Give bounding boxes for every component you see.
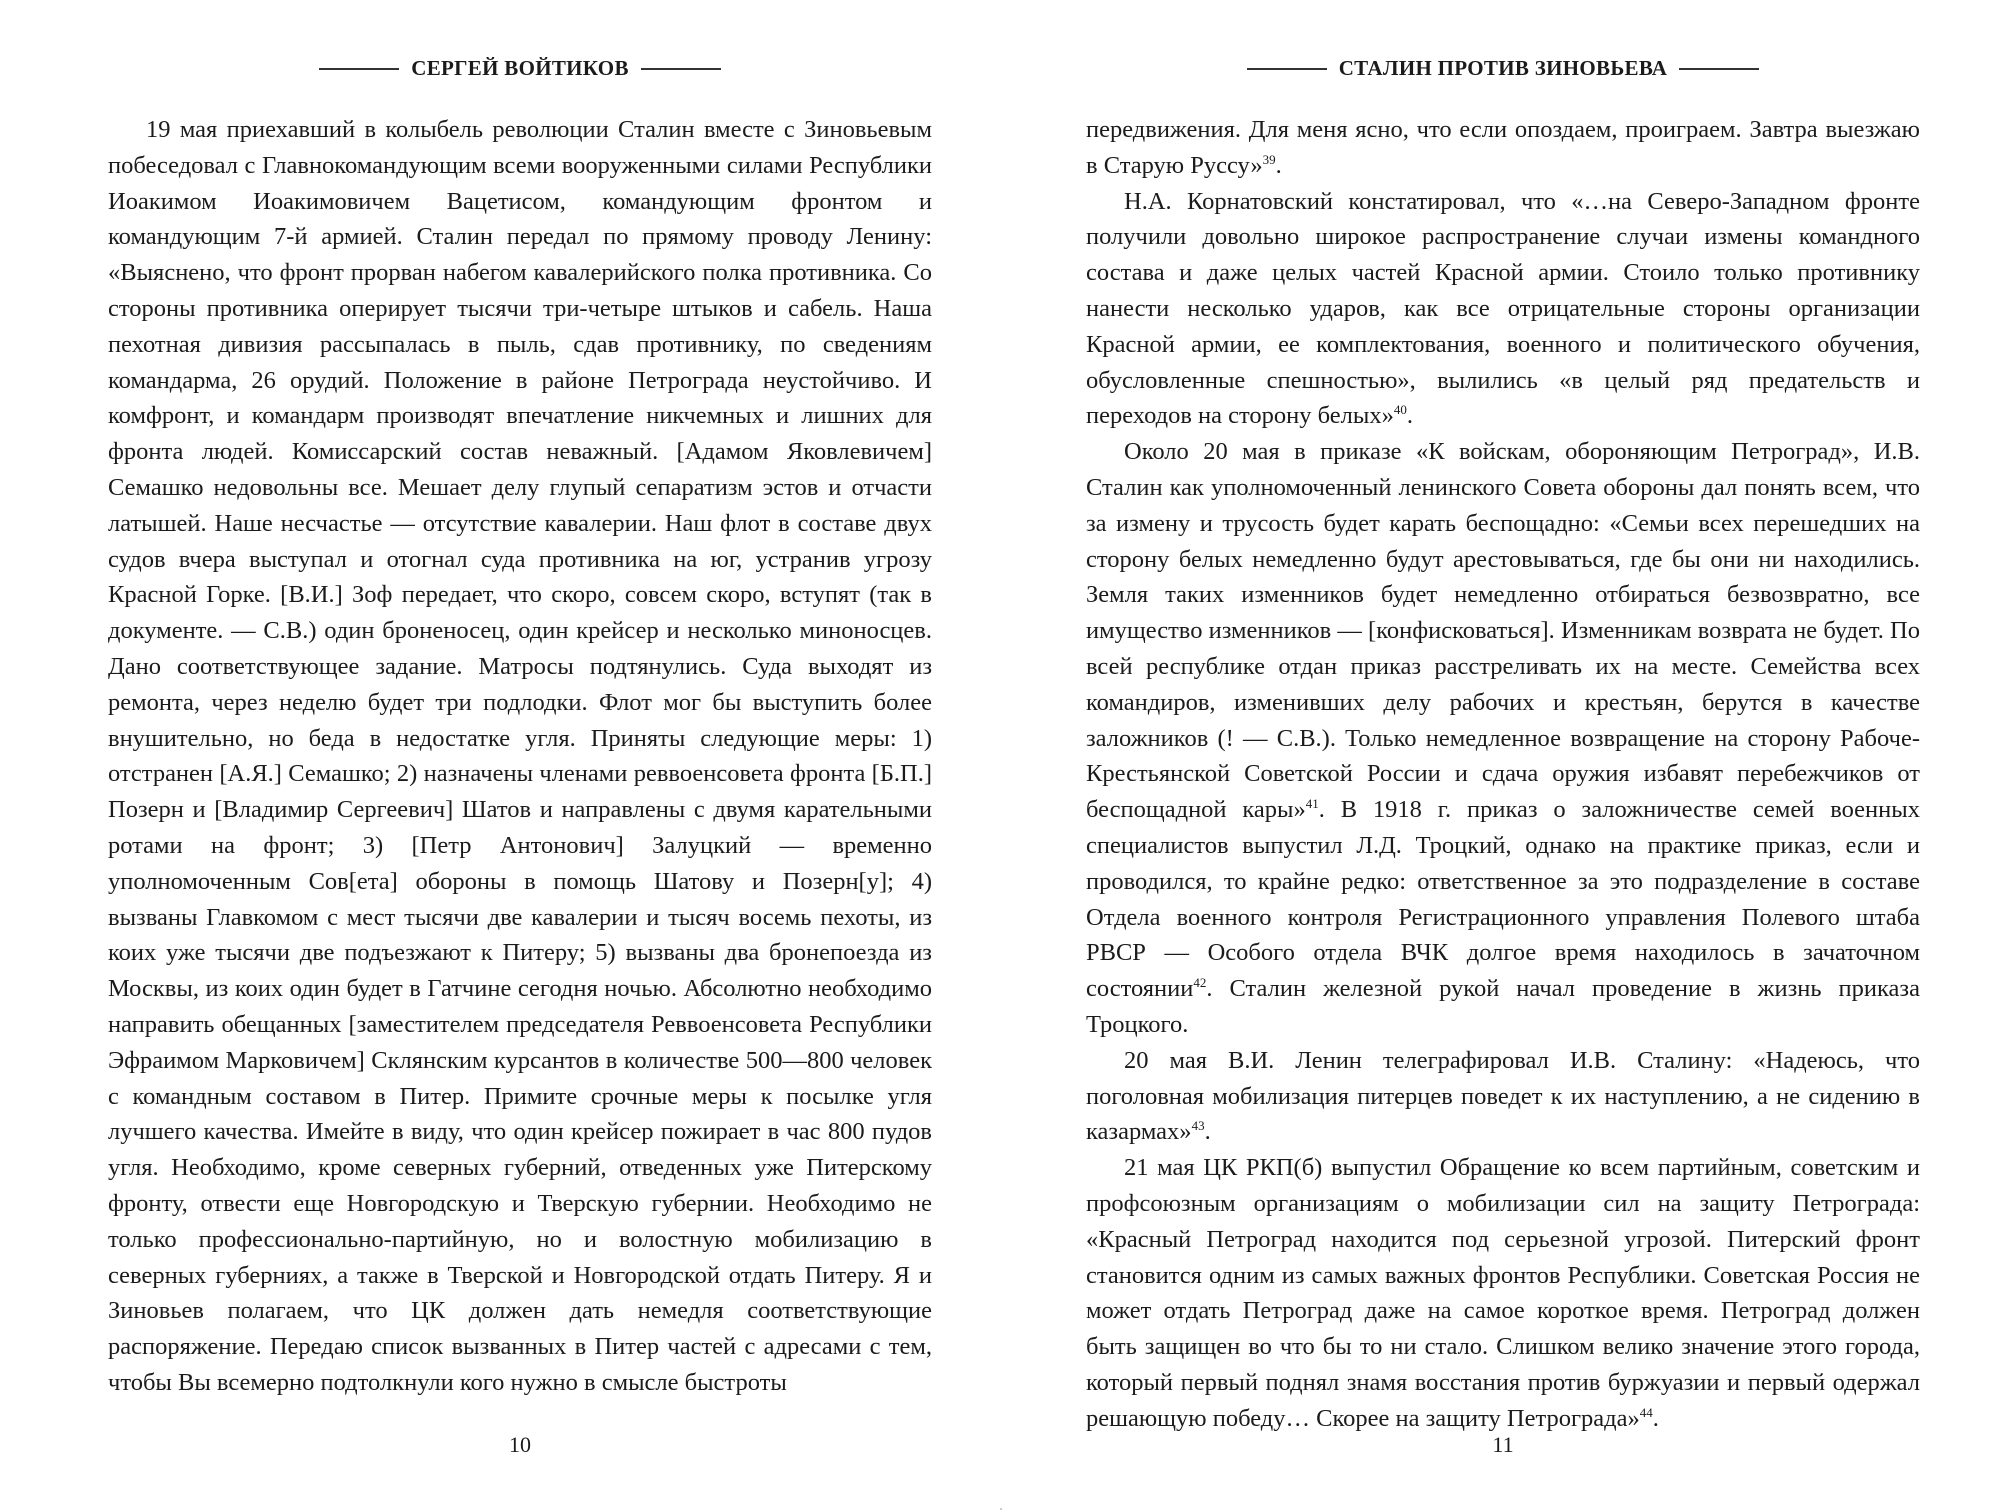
running-head-right	[1086, 56, 1920, 81]
paragraph	[1086, 434, 1920, 1043]
footnote-ref: 42	[1193, 974, 1207, 990]
paragraph-text: 20 мая В.И. Ленин телеграфировал И.В. Сталину: «Надеюсь, что поголовная мобилизация питерцев поведет к их наступлению, а не сидению в казармах»	[1086, 1046, 1920, 1146]
paragraph-text: Н.А. Корнатовский констатировал, что «…на Северо-Западном фронте получили довольно широкое распространение случаи измены командного состава и даже целых частей Красной армии. Стоило только противнику нанести несколько ударов, как все отрицательные стороны организации Красной армии, ее комплектования, военного и политического обучения, обусловленные спешностью», вылились «в целый ряд предательств и переходов на сторону белых»	[1086, 187, 1920, 430]
paragraph-text: . В 1918 г. приказ о заложничестве семей военных специалистов выпустил Л.Д. Троцкий, однако на практике приказ, если и проводился, то крайне редко: ответственное за это подразделение в составе Отдела военного контроля Регистрационного управления Полевого штаба РВСР — Особого отдела ВЧК долгое время находилось в зачаточном состоянии	[1086, 796, 1920, 1003]
paragraph	[1086, 112, 1920, 184]
paragraph-text: передвижения. Для меня ясно, что если опоздаем, проиграем. Завтра выезжаю в Старую Руссу»	[1086, 116, 1920, 179]
footnote-ref: 41	[1305, 795, 1319, 811]
paragraph-text: .	[1406, 402, 1413, 430]
running-head-left	[108, 56, 932, 81]
paragraph-text: . Сталин железной рукой начал проведение в жизнь приказа Троцкого.	[1086, 975, 1920, 1038]
paragraph	[1086, 1043, 1920, 1150]
left-body-text	[108, 112, 932, 1401]
head-rule	[641, 68, 721, 70]
paragraph-text: .	[1652, 1404, 1659, 1432]
paragraph-text: .	[1204, 1118, 1211, 1146]
author-name: СЕРГЕЙ ВОЙТИКОВ	[411, 56, 629, 80]
right-body-text	[1086, 112, 1920, 1436]
paragraph: 19 мая приехавший в колыбель революции Сталин вместе с Зиновьевым побеседовал с Главнокомандующим всеми вооруженными силами Республики Иоакимом Иоакимовичем Вацетисом, командующим фронтом и командующим 7-й армией. Сталин передал по прямому проводу Ленину: «Выяснено, что фронт прорван набегом кавалерийского полка противника. Со стороны противника оперирует тысячи три-четыре штыков и сабель. Наша пехотная дивизия рассыпалась в пыль, сдав противнику, по сведениям командарма, 26 орудий. Положение в районе Петрограда неустойчиво. И комфронт, и командарм производят впечатление никчемных и лишних для фронта людей. Комиссарский состав неважный. [Адамом Яковлевичем] Семашко недовольны все. Мешает делу глупый сепаратизм эстов и отчасти латышей. Наше несчастье — отсутствие кавалерии. Наш флот в составе двух судов вчера выступал и отогнал суда противника на юг, устранив угрозу Красной Горке. [В.И.] Зоф передает, что скоро, совсем скоро, вступят (так в документе. — С.В.) один броненосец, один крейсер и несколько миноносцев. Дано соответствующее задание. Матросы подтянулись. Суда выходят из ремонта, через неделю будет три подлодки. Флот мог бы выступить более внушительно, но беда в недостатке угля. Приняты следующие меры: 1) отстранен [А.Я.] Семашко; 2) назначены членами реввоенсовета фронта [Б.П.] Позерн и [Владимир Сергеевич] Шатов и направлены с двумя карательными ротами на фронт; 3) [Петр Антонович] Залуцкий — временно уполномоченным Сов[ета] обороны в помощь Шатову и Позерн[у]; 4) вызваны Главкомом с мест тысячи две кавалерии и тысяч восемь пехоты, из коих уже тысячи две подъезжают к Питеру; 5) вызваны два бронепоезда из Москвы, из коих один будет в Гатчине сегодня ночью. Абсолютно необходимо направить обещанных [заместителем председателя Реввоенсовета Республики Эфраимом Марковичем] Склянским курсантов в количестве 500—800 человек с командным составом в Питер. Примите срочные меры к посылке угля лучшего качества. Имейте в виду, что один крейсер пожирает в час 800 пудов угля. Необходимо, кроме северных губерний, отведенных уже Питерскому фронту, отвести еще Новгородскую и Тверскую губернии. Необходимо не только профессионально-партийную, но и волостную мобилизацию в северных губерниях, а также в Тверской и Новгородской отдать Питеру. Я и Зиновьев полагаем, что ЦК должен дать немедля соответствующие распоряжение. Передаю список вызванных в Питер частей с адресами с тем, чтобы Вы всемерно подтолкнули кого нужно в смысле быстроты	[108, 116, 932, 1396]
book-title: СТАЛИН ПРОТИВ ЗИНОВЬЕВА	[1338, 56, 1668, 80]
footnote-ref: 39	[1262, 151, 1276, 167]
head-rule	[1247, 68, 1327, 70]
paragraph-text: Около 20 мая в приказе «К войскам, обороняющим Петроград», И.В. Сталин как уполномоченный ленинского Совета обороны дал понять всем, что за измену и трусость будет карать беспощадно: «Семьи всех перешедших на сторону белых немедленно будут арестовываться, где бы они ни находились. Земля таких изменников будет немедленно отбираться безвозвратно, все имущество изменников — [конфисковаться]. Изменникам возврата не будет. По всей республике отдан приказ расстреливать их на месте. Семейства всех командиров, изменивших делу рабочих и крестьян, берутся в качестве заложников (! — С.В.). Только немедленное возвращение на сторону Рабоче-Крестьянской Советской России и сдача оружия избавят перебежчиков от беспощадной кары»	[1086, 438, 1920, 824]
head-rule	[319, 68, 399, 70]
footnote-ref: 40	[1393, 402, 1407, 418]
paragraph	[1086, 184, 1920, 435]
page-number-right: 11	[1492, 1432, 1514, 1457]
paragraph-text: .	[1275, 151, 1282, 179]
paragraph-text: 21 мая ЦК РКП(б) выпустил Обращение ко всем партийным, советским и профсоюзным организациям о мобилизации сил на защиту Петрограда: «Красный Петроград находится под серьезной угрозой. Питерский фронт становится одним из самых важных фронтов Республики. Советская Россия не может отдать Петроград даже на самое короткое время. Петроград должен быть защищен во что бы то ни стало. Слишком велико значение этого города, который первый поднял знамя восстания против буржуазии и первый одержал решающую победу… Скорее на защиту Петрограда»	[1086, 1154, 1920, 1432]
page-number-left: 10	[509, 1432, 531, 1457]
footnote-ref: 44	[1639, 1404, 1653, 1420]
footnote-ref: 43	[1191, 1118, 1205, 1134]
paragraph	[1086, 1150, 1920, 1436]
gutter-mark	[1000, 1508, 1002, 1510]
right-page	[1000, 0, 2000, 1511]
head-rule	[1679, 68, 1759, 70]
